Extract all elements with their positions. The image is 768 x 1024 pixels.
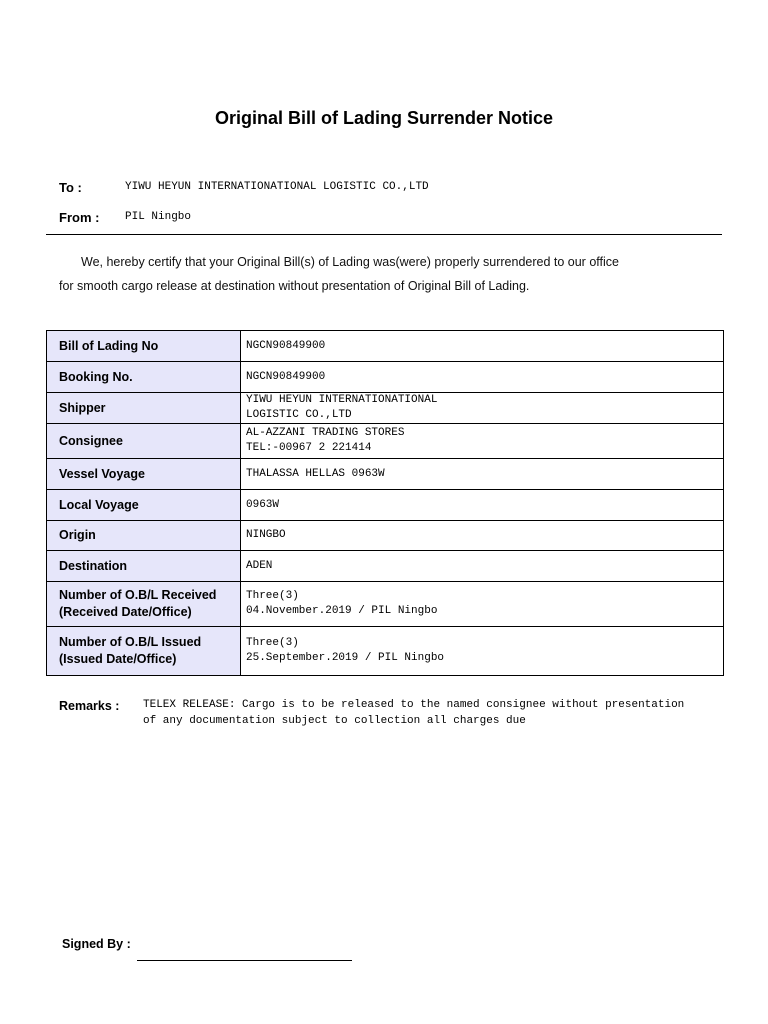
row-label-line: Local Voyage [59,497,139,512]
row-label-line: Number of O.B/L Issued [59,635,202,649]
remarks-label: Remarks : [59,699,120,713]
signed-by-label: Signed By : [62,937,131,951]
row-label-line: Shipper [59,400,106,415]
row-value-line: TEL:-00967 2 221414 [246,442,372,454]
row-label-line: Booking No. [59,369,133,384]
to-label: To : [59,180,82,195]
row-label-line: Destination [59,558,128,573]
row-label-line: Vessel Voyage [59,466,145,481]
row-value-line: ADEN [246,559,273,572]
row-label [47,551,241,582]
table-row [47,362,724,393]
row-value-line: YIWU HEYUN INTERNATIONATIONAL [246,394,438,406]
row-label [47,393,241,424]
remarks-line-2: of any documentation subject to collection all charges due [143,715,526,727]
row-value-line: NGCN90849900 [246,370,326,383]
row-label [47,424,241,459]
page-title: Original Bill of Lading Surrender Notice [214,108,554,128]
header-divider [46,234,722,235]
table-row [47,582,724,627]
row-value-line: 04.November.2019 / PIL Ningbo [246,605,438,617]
from-value: PIL Ningbo [125,211,192,223]
row-value-line: AL-AZZANI TRADING STORES [246,427,405,439]
row-label [47,582,241,627]
row-value [241,362,724,393]
row-label [47,490,241,521]
table-row [47,459,724,490]
row-label-line: Number of O.B/L Received [59,588,217,602]
row-value [241,459,724,490]
row-value [241,582,724,627]
row-label [47,521,241,551]
row-value-line: Three(3) [246,637,299,649]
row-label-line: Bill of Lading No [59,338,159,353]
table-row [47,331,724,362]
row-label-line: Consignee [59,433,123,448]
row-value [241,490,724,521]
row-label [47,627,241,676]
row-value-line: THALASSA HELLAS 0963W [246,467,385,480]
table-row [47,521,724,551]
table-row [47,490,724,521]
from-label: From : [59,210,100,225]
row-label-line: (Issued Date/Office) [59,652,177,666]
certification-line-1: We, hereby certify that your Original Bill(s) of Lading was(were) properly surrendered to our office [81,255,619,269]
to-value: YIWU HEYUN INTERNATIONATIONAL LOGISTIC CO.,LTD [125,181,429,193]
row-label [47,459,241,490]
row-value-line: NGCN90849900 [246,339,326,352]
table-row [47,551,724,582]
certification-line-2: for smooth cargo release at destination without presentation of Original Bill of Lading. [59,279,530,293]
row-value [241,424,724,459]
remarks-line-1: TELEX RELEASE: Cargo is to be released to the named consignee without presentation [143,699,685,711]
table-row [47,627,724,676]
row-value-line: LOGISTIC CO.,LTD [246,409,352,421]
row-value [241,627,724,676]
row-value-line: NINGBO [246,529,286,541]
row-value [241,551,724,582]
row-value [241,393,724,424]
signature-line [137,960,352,961]
remarks-text [143,697,733,729]
table-row [47,393,724,424]
row-value [241,331,724,362]
row-value-line: Three(3) [246,590,299,602]
row-label [47,331,241,362]
bill-of-lading-table [46,330,724,676]
row-value [241,521,724,551]
row-label-line: Origin [59,528,96,542]
table-row [47,424,724,459]
row-label-line: (Received Date/Office) [59,605,192,619]
row-label [47,362,241,393]
row-value-line: 25.September.2019 / PIL Ningbo [246,652,445,664]
row-value-line: 0963W [246,498,280,511]
